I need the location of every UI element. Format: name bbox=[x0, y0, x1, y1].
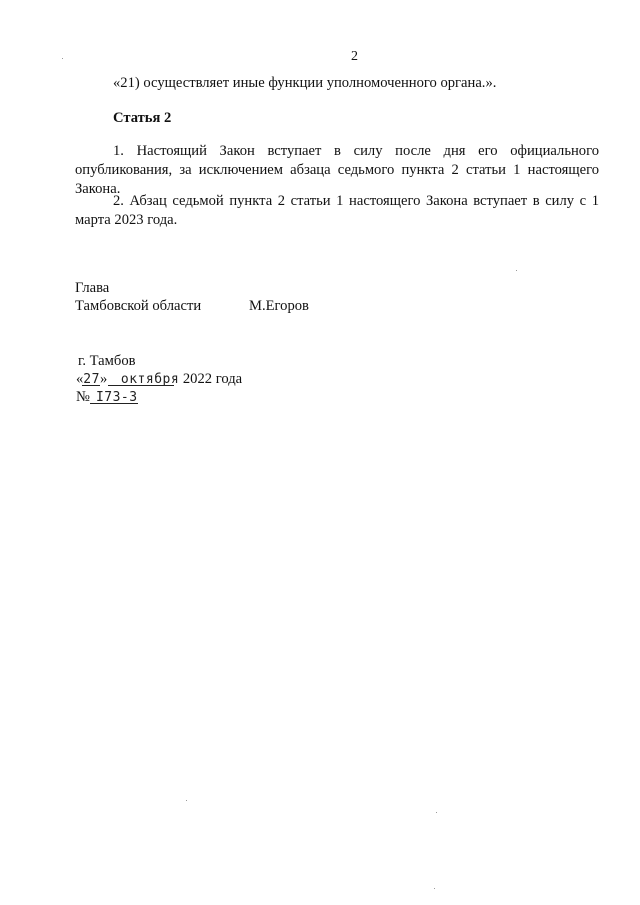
paragraph-2: 2. Абзац седьмой пункта 2 статьи 1 настоящего Закона вступает в силу с 1 марта 2023 года. bbox=[75, 193, 599, 228]
article-heading: Статья 2 bbox=[113, 110, 172, 126]
date-close-quote: » bbox=[99, 371, 108, 387]
signatory-title-line1: Глава bbox=[75, 280, 110, 296]
day-underline bbox=[82, 385, 100, 386]
scan-speck bbox=[436, 812, 437, 813]
page-number: 2 bbox=[351, 49, 358, 64]
law-number-prefix: № bbox=[76, 389, 90, 405]
signing-date bbox=[76, 370, 242, 389]
scan-speck bbox=[434, 888, 435, 889]
month-underline bbox=[108, 385, 174, 386]
paragraph-1: 1. Настоящий Закон вступает в силу после дня его официального опубликования, за исключением абзаца седьмого пункта 2 статьи 1 настоящего Закона. bbox=[75, 143, 599, 197]
law-number bbox=[76, 388, 138, 407]
signatory-title-line2: Тамбовской области bbox=[75, 298, 202, 314]
scan-speck bbox=[62, 58, 63, 59]
place-of-signing: г. Тамбов bbox=[78, 353, 136, 369]
scan-speck bbox=[516, 270, 517, 271]
date-month: октября bbox=[120, 372, 180, 387]
law-number-underline bbox=[90, 403, 138, 404]
date-day: 27 bbox=[83, 372, 100, 387]
date-open-quote: « bbox=[76, 371, 84, 387]
scan-speck bbox=[186, 800, 187, 801]
signatory-name: М.Егоров bbox=[249, 298, 309, 314]
date-year: 2022 года bbox=[182, 371, 243, 387]
quoted-clause: «21) осуществляет иные функции уполномоченного органа.». bbox=[113, 75, 497, 91]
law-number-value: I73-З bbox=[95, 390, 138, 405]
